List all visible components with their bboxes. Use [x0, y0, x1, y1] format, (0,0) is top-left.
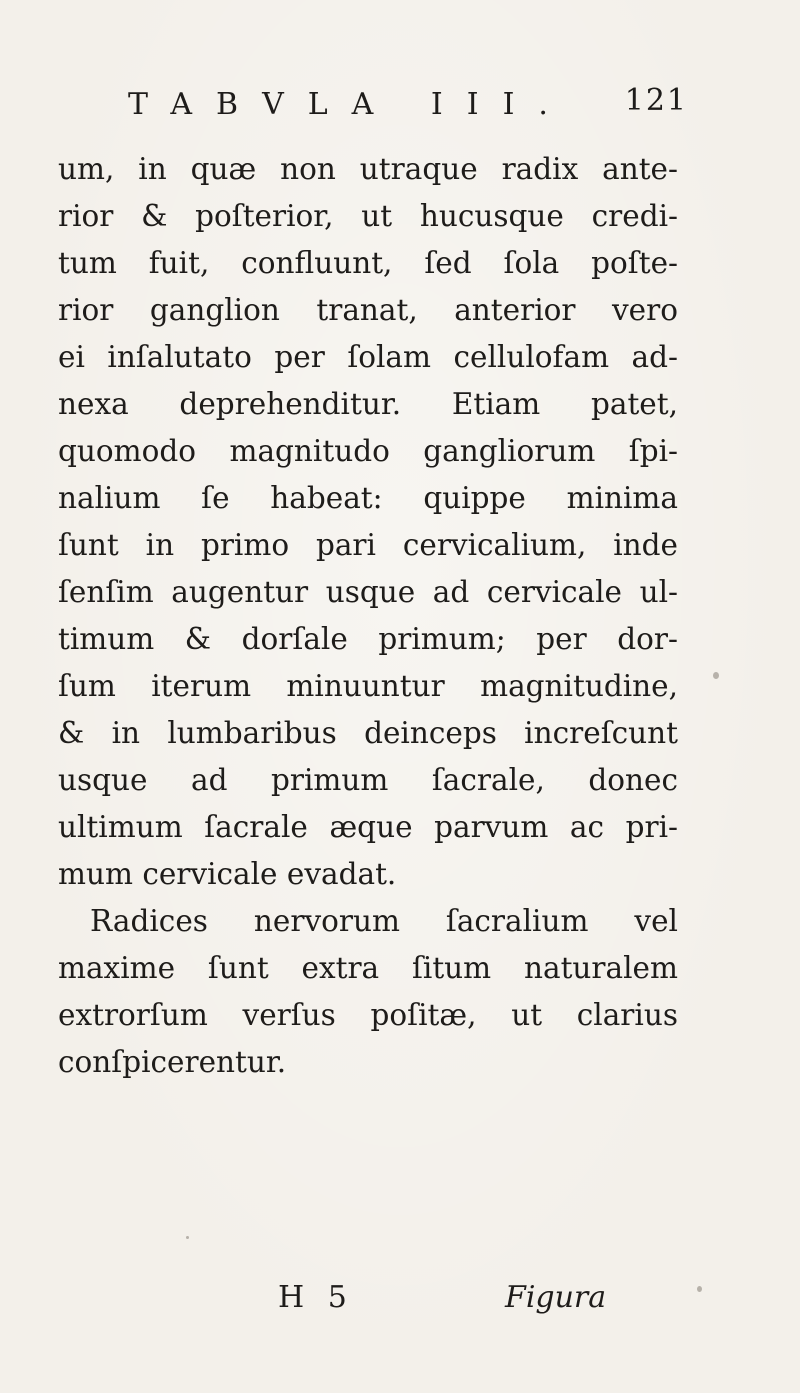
text-line: ſum iterum minuuntur magnitudine,: [58, 669, 678, 703]
paper-speck: [697, 1286, 702, 1292]
text-line: quomodo magnitudo gangliorum ſpi-: [58, 434, 678, 468]
page-number: 121: [624, 83, 688, 118]
text-line: timum & dorſale primum; per dor-: [58, 622, 678, 656]
text-line: ſenſim augentur usque ad cervicale ul-: [58, 575, 678, 609]
text-line: rior & poſterior, ut hucusque credi-: [58, 199, 678, 233]
text-line: um, in quæ non utraque radix ante-: [58, 152, 678, 186]
page-header: [128, 83, 688, 133]
page-footer: [0, 1280, 800, 1330]
text-line: conſpicerentur.: [58, 1045, 287, 1079]
text-line: nexa deprehenditur. Etiam patet,: [58, 387, 678, 421]
text-line: nalium ſe habeat: quippe minima: [58, 481, 678, 515]
text-line: mum cervicale evadat.: [58, 857, 397, 891]
body-text: [58, 146, 678, 1086]
catchword: Figura: [505, 1280, 607, 1315]
text-line: rior ganglion tranat, anterior vero: [58, 293, 678, 327]
text-line: extrorſum verſus poſitæ, ut clarius: [58, 998, 678, 1032]
text-line: maxime ſunt extra ſitum naturalem: [58, 951, 678, 985]
paper-speck: [186, 1236, 189, 1239]
running-title: TABVLA III.: [128, 87, 572, 122]
text-line: ſunt in primo pari cervicalium, inde: [58, 528, 678, 562]
text-line: usque ad primum ſacrale, donec: [58, 763, 678, 797]
text-line: ultimum ſacrale æque parvum ac pri-: [58, 810, 678, 844]
text-line: ei inſalutato per ſolam cellulofam ad-: [58, 340, 678, 374]
paper-speck: [713, 672, 719, 679]
text-line: tum fuit, confluunt, ſed ſola poſte-: [58, 246, 678, 280]
text-line: & in lumbaribus deinceps increſcunt: [58, 716, 678, 750]
signature-mark: H 5: [278, 1280, 347, 1315]
paragraph-start-line: Radices nervorum ſacralium vel: [90, 904, 678, 938]
